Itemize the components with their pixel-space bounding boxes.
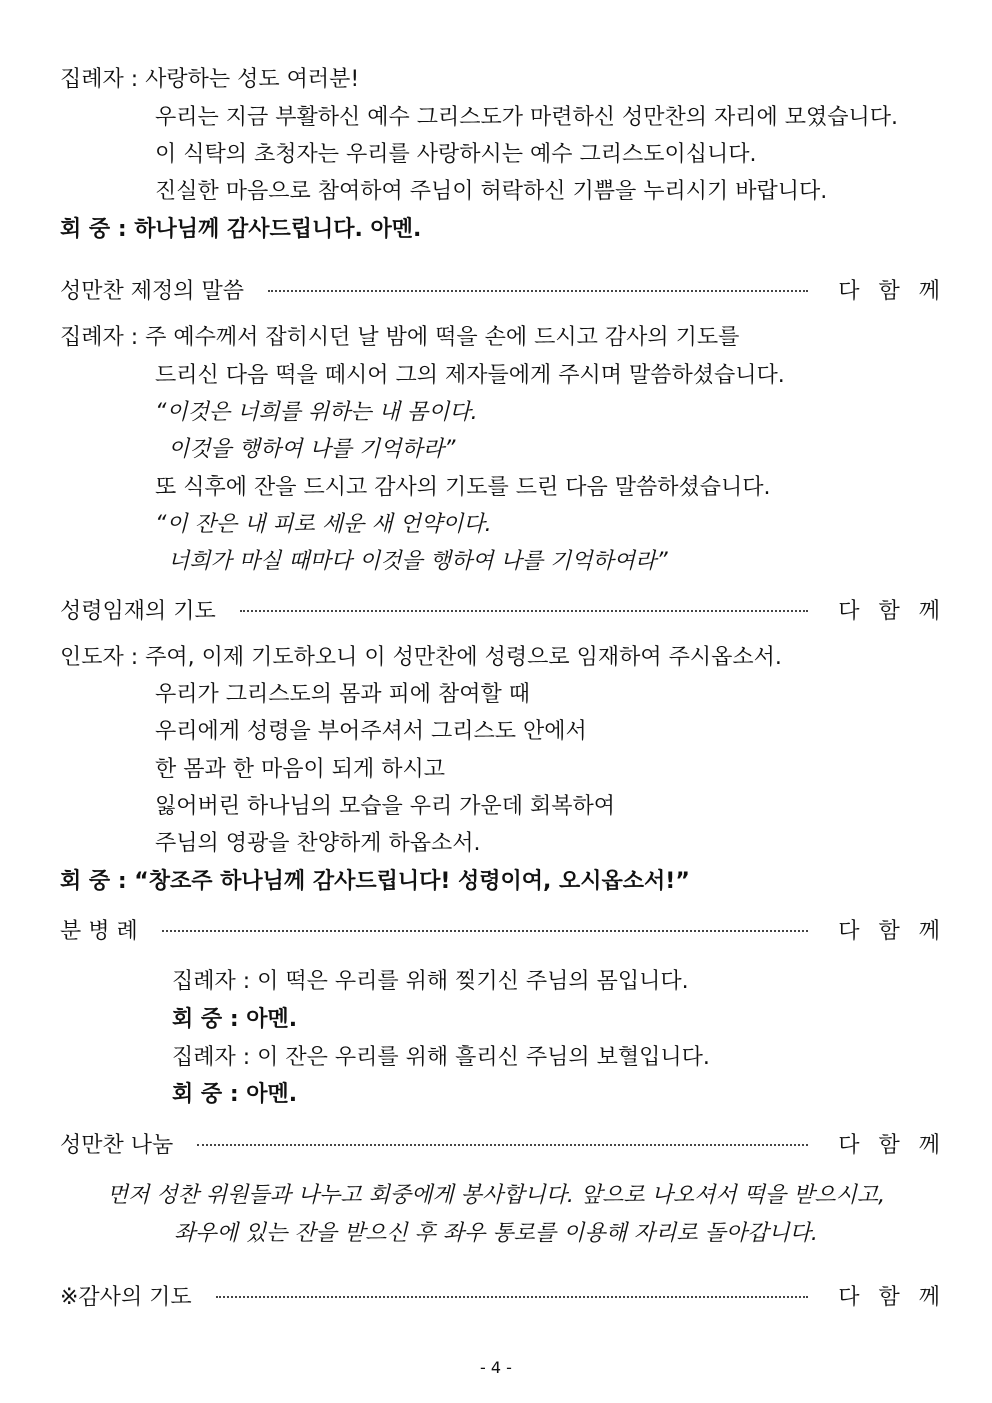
section-title: ※감사의 기도 [60, 1284, 192, 1310]
instruction-line: 좌우에 있는 잔을 받으신 후 좌우 통로를 이용해 자리로 돌아갑니다. [174, 1221, 818, 1246]
text-line-italic: 너희가 마실 때마다 이것을 행하여 나를 기억하여라” [168, 549, 668, 574]
section-heading [60, 1280, 946, 1310]
text-line: 집례자 : 주 예수께서 잡히시던 날 밤에 떡을 손에 드시고 감사의 기도를 [60, 325, 740, 350]
text-line: 집례자 : 사랑하는 성도 여러분! [60, 67, 360, 92]
section-heading [60, 1128, 946, 1158]
text-line: 드리신 다음 떡을 떼시어 그의 제자들에게 주시며 말씀하셨습니다. [155, 363, 785, 388]
text-line-bold: 회 중 : 아멘. [172, 1007, 298, 1032]
text-line: 우리에게 성령을 부어주셔서 그리스도 안에서 [155, 719, 587, 744]
text-line: 우리는 지금 부활하신 예수 그리스도가 마련하신 성만찬의 자리에 모였습니다. [155, 105, 899, 130]
text-line-bold: 회 중 : “창조주 하나님께 감사드립니다! 성령이여, 오시옵소서!” [60, 869, 690, 894]
instruction-line: 먼저 성찬 위원들과 나누고 회중에게 봉사합니다. 앞으로 나오셔서 떡을 받으시고, [106, 1183, 886, 1208]
text-line: 인도자 : 주여, 이제 기도하오니 이 성만찬에 성령으로 임재하여 주시옵소서. [60, 645, 782, 670]
section-participants: 다 함 께 [838, 1132, 946, 1158]
section-participants: 다 함 께 [838, 598, 946, 624]
text-line-italic: “이 잔은 내 피로 세운 새 언약이다. [155, 512, 492, 537]
section-participants: 다 함 께 [838, 918, 946, 944]
text-line: 우리가 그리스도의 몸과 피에 참여할 때 [155, 682, 530, 707]
text-line-bold: 회 중 : 아멘. [172, 1082, 298, 1107]
section-heading [60, 594, 946, 624]
page-number: - 4 - [480, 1358, 512, 1377]
text-line: 집례자 : 이 잔은 우리를 위해 흘리신 주님의 보혈입니다. [172, 1045, 710, 1070]
section-heading [60, 274, 946, 304]
text-line-bold: 회 중 : 하나님께 감사드립니다. 아멘. [60, 217, 422, 242]
dot-leader [162, 930, 809, 932]
text-line: 주님의 영광을 찬양하게 하옵소서. [155, 831, 481, 856]
text-line: 잃어버린 하나님의 모습을 우리 가운데 회복하여 [155, 794, 616, 819]
section-heading [60, 914, 946, 944]
text-line: 진실한 마음으로 참여하여 주님이 허락하신 기쁨을 누리시기 바랍니다. [155, 179, 828, 204]
text-line-italic: 이것을 행하여 나를 기억하라” [168, 437, 456, 462]
text-line: 이 식탁의 초청자는 우리를 사랑하시는 예수 그리스도이십니다. [155, 142, 757, 167]
section-title: 성령임재의 기도 [60, 598, 216, 624]
dot-leader [240, 610, 808, 612]
section-participants: 다 함 께 [838, 1284, 946, 1310]
text-line-italic: “이것은 너희를 위하는 내 몸이다. [155, 400, 478, 425]
dot-leader [197, 1144, 808, 1146]
dot-leader [268, 290, 808, 292]
section-title: 분 병 례 [60, 918, 138, 944]
section-title: 성만찬 제정의 말씀 [60, 278, 245, 304]
text-line: 한 몸과 한 마음이 되게 하시고 [155, 757, 445, 782]
section-title: 성만찬 나눔 [60, 1132, 174, 1158]
text-line: 집례자 : 이 떡은 우리를 위해 찢기신 주님의 몸입니다. [172, 969, 689, 994]
text-line: 또 식후에 잔을 드시고 감사의 기도를 드린 다음 말씀하셨습니다. [155, 475, 771, 500]
section-participants: 다 함 께 [838, 278, 946, 304]
dot-leader [216, 1296, 809, 1298]
